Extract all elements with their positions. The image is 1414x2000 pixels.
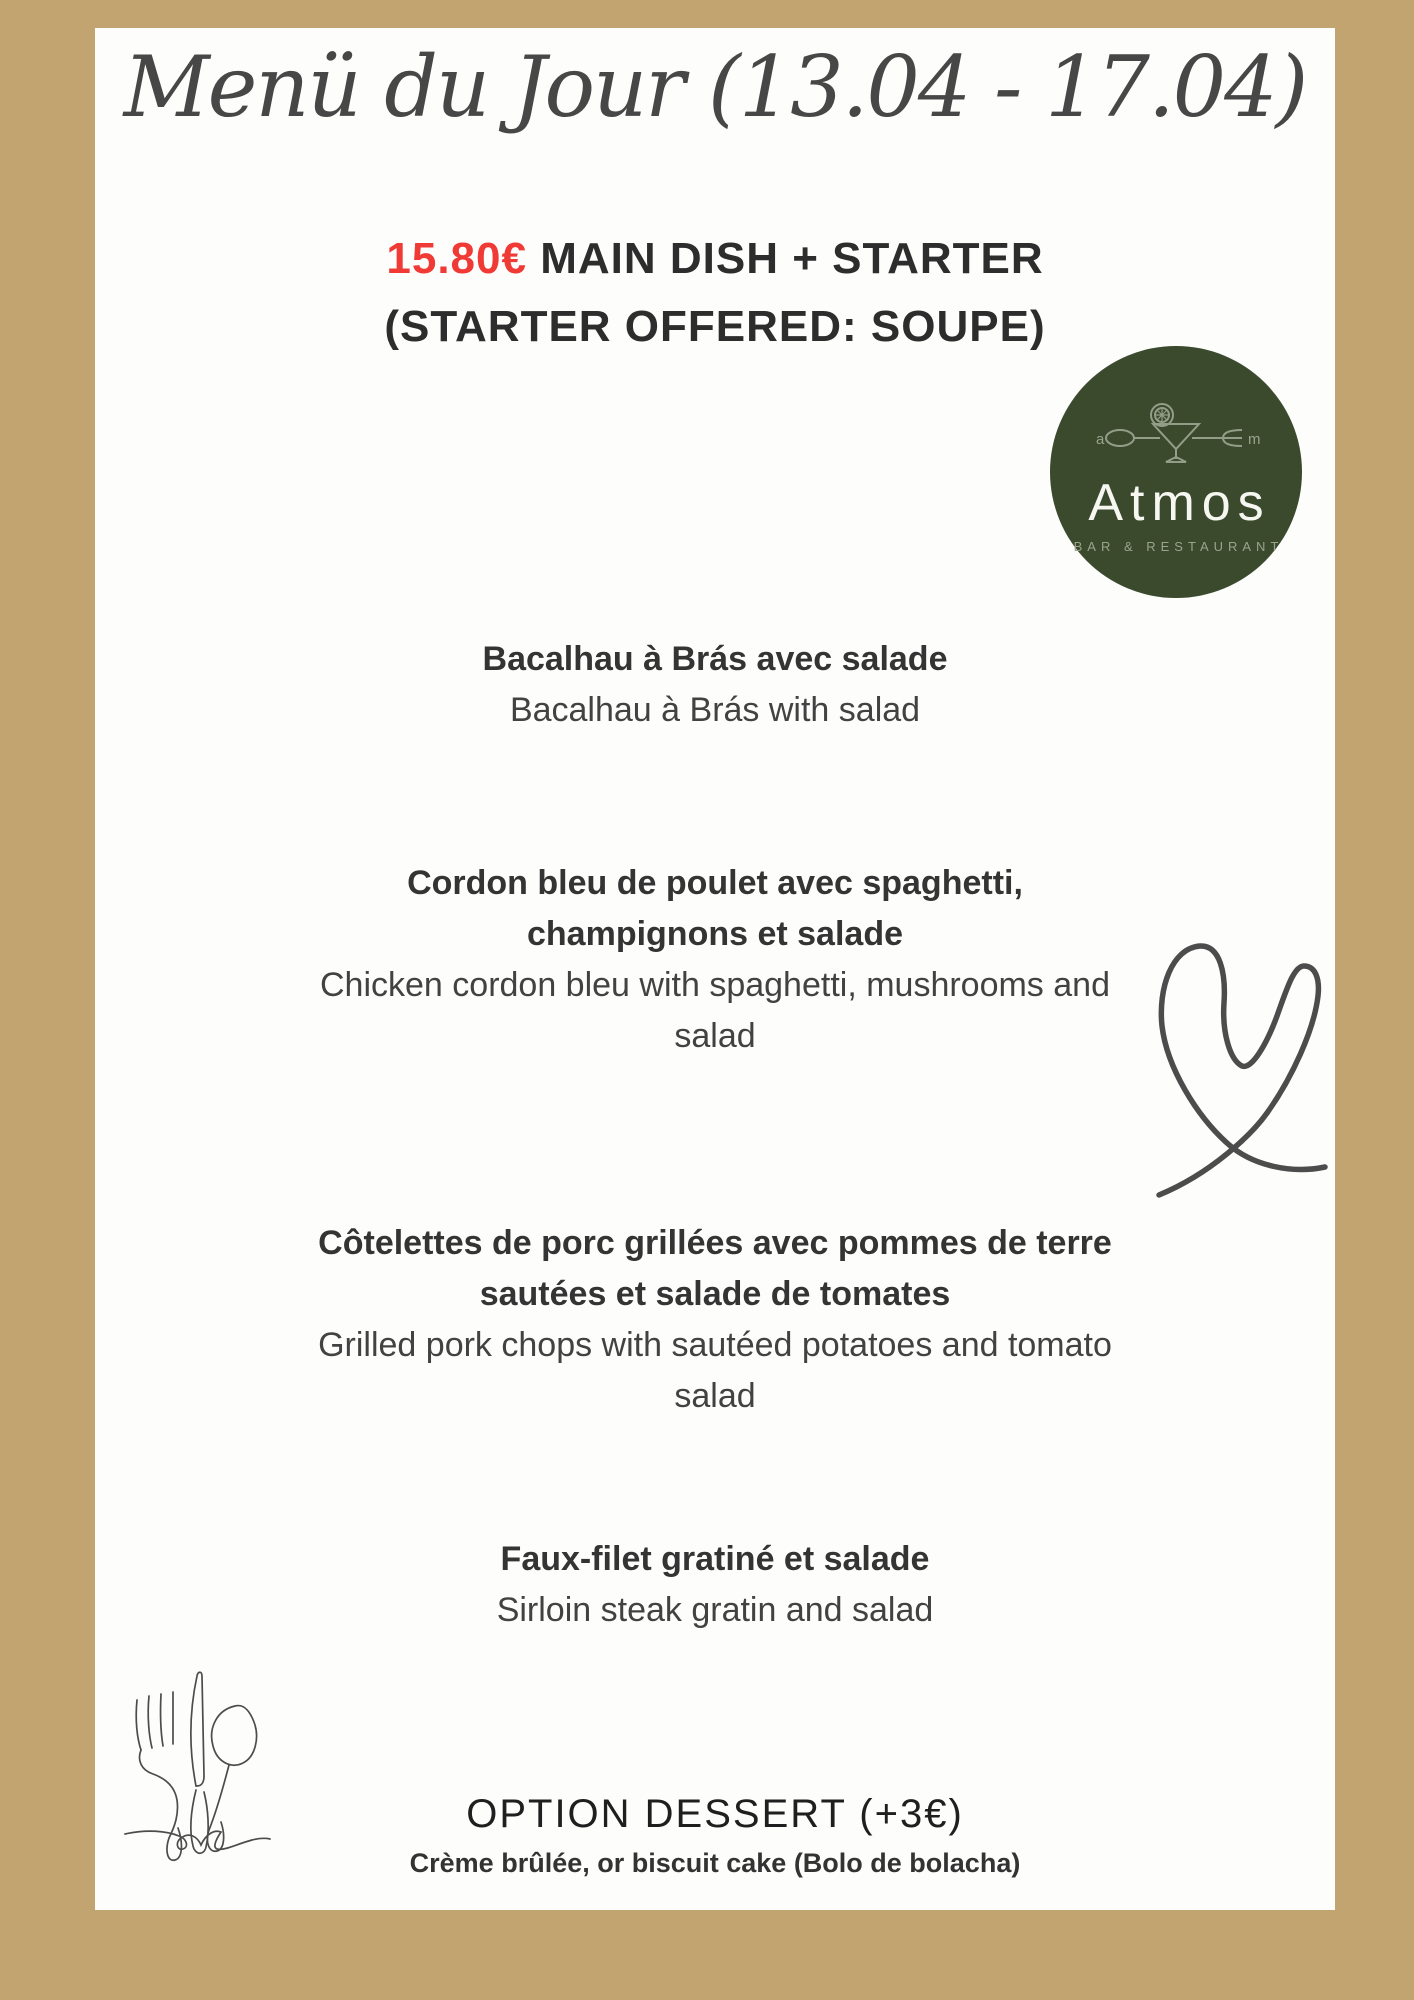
logo-letter-m: m: [1248, 430, 1261, 448]
dish-name-fr: Faux-filet gratiné et salade: [500, 1540, 930, 1578]
menu-item-4: [95, 1534, 1335, 1636]
price-value: 15.80€: [386, 234, 527, 283]
dessert-option-title: OPTION DESSERT (+3€): [466, 1792, 964, 1836]
offer-label: MAIN DISH + STARTER: [540, 234, 1044, 283]
logo-letter-a: a: [1096, 430, 1105, 448]
dish-name-en: Sirloin steak gratin and salad: [496, 1591, 934, 1629]
dish-name-en: Chicken cordon bleu with spaghetti, mushrooms and salad: [320, 966, 1110, 1055]
martini-spoon-fork-icon: [1076, 391, 1276, 469]
dish-name-fr: Bacalhau à Brás avec salade: [482, 640, 948, 678]
restaurant-logo: [1050, 346, 1302, 598]
menu-item-3: [95, 1218, 1335, 1422]
menu-page: [95, 28, 1335, 1910]
starter-note: (STARTER OFFERED: SOUPE): [384, 302, 1046, 351]
dish-name-en: Bacalhau à Brás with salad: [509, 691, 921, 729]
dish-name-fr: Côtelettes de porc grillées avec pommes de terre sautées et salade de tomates: [318, 1224, 1112, 1313]
price-line: [95, 234, 1335, 284]
page-title: Menü du Jour (13.04 - 17.04): [123, 38, 1307, 136]
dish-name-fr: Cordon bleu de poulet avec spaghetti, champignons et salade: [407, 864, 1023, 953]
logo-subtitle: BAR & RESTAURANT: [1073, 538, 1284, 554]
heart-doodle-icon: [1152, 938, 1337, 1203]
menu-item-1: [95, 634, 1335, 736]
dessert-option-description: Crème brûlée, or biscuit cake (Bolo de bolacha): [409, 1848, 1021, 1878]
logo-name: Atmos: [1088, 473, 1271, 532]
dish-name-en: Grilled pork chops with sautéed potatoes and tomato salad: [318, 1326, 1112, 1415]
menu-item-2: [95, 858, 1335, 1062]
